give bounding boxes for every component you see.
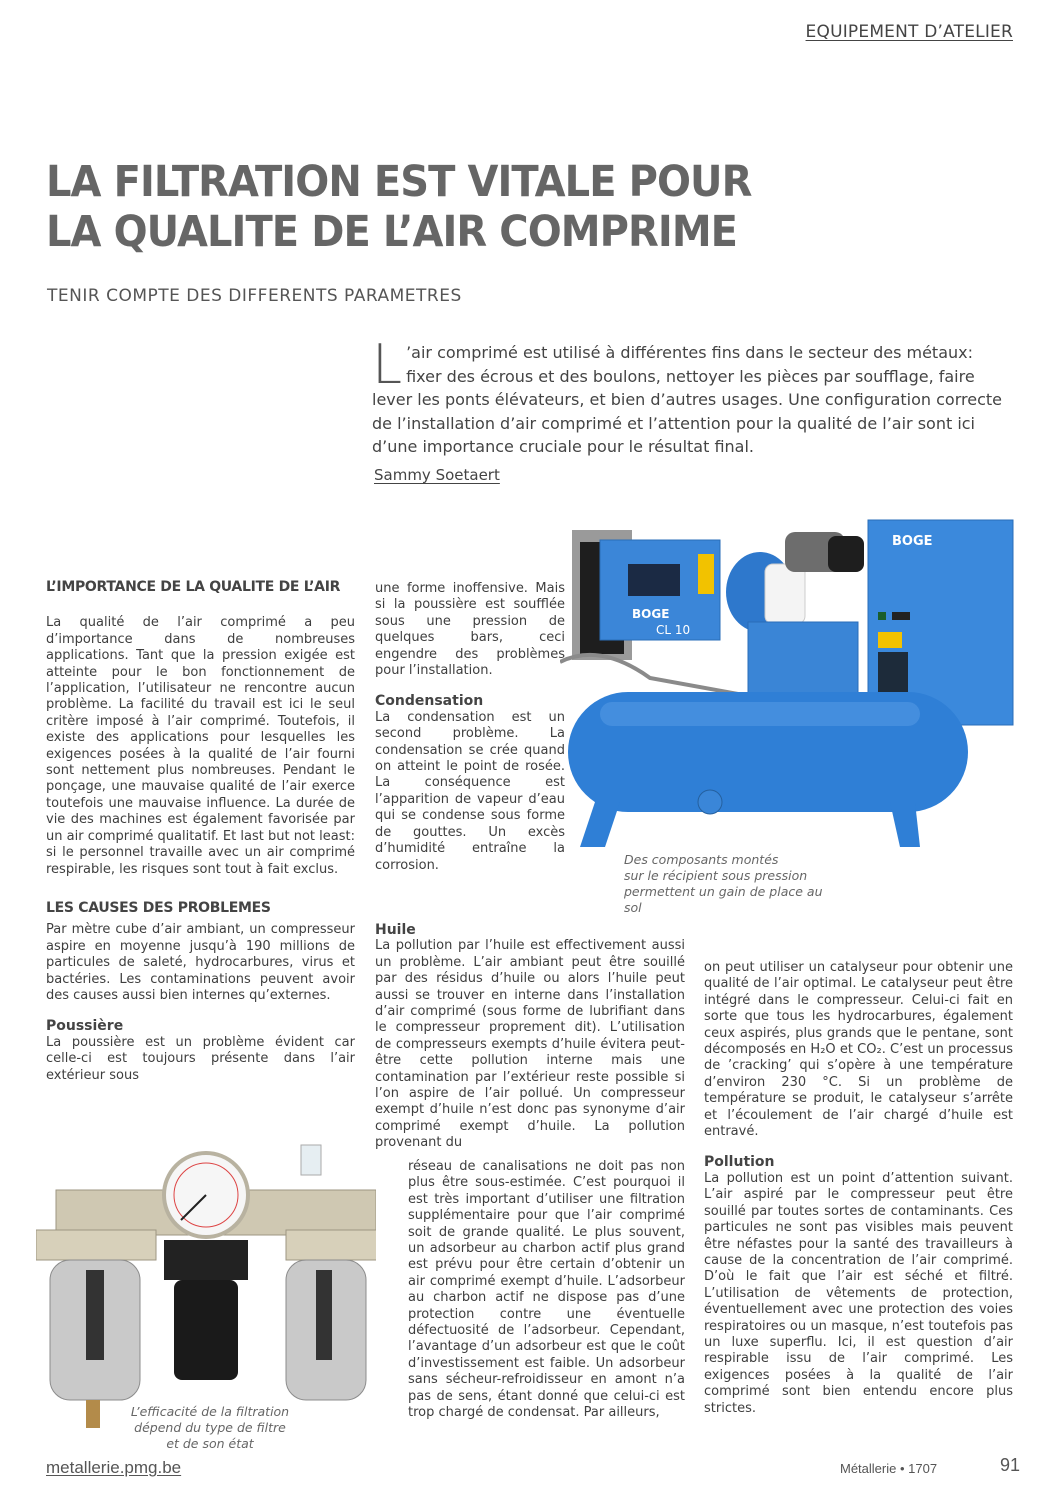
indicator-switch	[892, 612, 910, 620]
dryer-label	[878, 632, 902, 648]
author-link[interactable]: Sammy Soetaert	[374, 466, 500, 484]
tank-foot-right	[890, 802, 920, 847]
heading-poussiere: Poussière	[46, 1018, 124, 1035]
article-intro	[372, 333, 1012, 459]
regulator-body	[164, 1240, 248, 1280]
importance-text: La qualité de l’air comprimé a peu d’importance dans de nombreuses applications. Tant que la pression exigée est atteinte pour le bon fonctionnement de l’application, l’utilisateur ne rencontre aucun problème. La facilité du travail est ici le seul critère imposé à l’air comprimé. Toutefois, il existe des applications pour lesquelles les exigences posées à la qualité de l’air fourni sont nettement plus nombreuses. Pendant le ponçage, une mauvaise qualité de l’air exerce toutefois une mauvaise influence. La durée de vie des machines est également favorisée par un air comprimé qualitatif. Et last but not least: si le personnel travaille avec un air comprimé respirable, les risques sont tout à fait exclus.	[46, 615, 355, 877]
section-tag[interactable]: EQUIPEMENT D’ATELIER	[805, 22, 1013, 42]
compressor-caption-line-3: permettent un gain de place au sol	[624, 884, 823, 915]
column-2-huile-cont	[408, 1159, 685, 1422]
compressor-photo	[560, 502, 1030, 847]
huile-text-1: La pollution par l’huile est effectivement aussi un problème. L’air ambiant peut être souillé par des résidus d’huile ou alors l’huile peut aussi se trouver en interne dans l’installation d’air comprimé (sous forme de lubrifiant dans le compresseur proprement dit). L’utilisation de compresseurs exempts d’huile évitera peut-être cette pollution interne mais une contamination par l’extérieur reste possible si l’on aspire de l’air pollué. Un compresseur exempt d’huile n’est donc pas synonyme d’air comprimé exempt d’huile. La pollution provenant du	[375, 938, 685, 1151]
heading-causes: LES CAUSES DES PROBLEMES	[46, 899, 271, 916]
compressor-illustration	[560, 502, 1030, 847]
left-housing	[36, 1230, 156, 1260]
indicator-green	[878, 612, 886, 620]
article-title	[46, 157, 752, 257]
huile-text-3: on peut utiliser un catalyseur pour obtenir une qualité de l’air optimal. Le catalyseur peut être intégré dans le compresseur. Celui-ci fait en sorte que tous les hydrocarbures, également ceux aspirés, plus grands que le pentane, sont décomposés en H₂O et CO₂. C’est un processus de ’cracking’ qui s’opère à une température d’environ 230 °C. Si un problème de température se produit, le catalyseur s’arrête et l’écoulement de l’air chargé d’huile est entravé.	[704, 960, 1013, 1140]
page-number: 91	[1000, 1455, 1021, 1475]
right-housing	[286, 1230, 376, 1260]
heading-importance: L’IMPORTANCE DE LA QUALITE DE L’AIR	[46, 579, 341, 595]
pollution-text: La pollution est un point d’attention suivant. L’air aspiré par le compresseur peut être souillé par toutes sortes de contaminants. Ces particules ne sont pas visibles mais peuvent être néfastes pour la santé des travailleurs à cause de la concentration de l’air comprimé. D’où le fait que l’air est séché et filtré. L’utilisation de vêtements de protection, éventuellement avec une protection des voies respiratoires ou un masque, n’est toutefois pas un luxe superflu. Ici, il est question d’air respirable issu de l’air comprimé. Les exigences posées à la qualité de l’air comprimé sont bien entendu encore plus strictes.	[704, 1170, 1013, 1416]
column-1	[46, 579, 355, 1084]
footer-website-link[interactable]: metallerie.pmg.be	[46, 1458, 182, 1477]
dryer-brand: BOGE	[892, 534, 933, 549]
compressor-caption-line-1: Des composants montés	[624, 852, 779, 867]
regulator-knob	[174, 1280, 238, 1380]
column-2-top	[375, 581, 565, 874]
heading-condensation: Condensation	[375, 693, 484, 710]
tank-foot-left	[580, 802, 620, 847]
air-filter	[828, 536, 864, 572]
filter-caption	[130, 1404, 290, 1452]
article-subtitle: TENIR COMPTE DES DIFFERENTS PARAMETRES	[47, 286, 462, 306]
sight-glass-left	[86, 1270, 104, 1360]
oil-dome	[301, 1145, 321, 1175]
oil-filter	[765, 564, 805, 624]
column-3	[704, 960, 1013, 1417]
poussiere-text-2: une forme inoffensive. Mais si la poussière est soufflée sous une pression de quelques bars, ceci engendre des problèmes pour l’installation.	[375, 581, 565, 679]
compressor-caption	[624, 852, 834, 916]
drop-cap: L	[372, 333, 403, 396]
causes-text: Par mètre cube d’air ambiant, un compresseur aspire en moyenne jusqu’à 190 millions de particules de saleté, hydrocarbures, virus et bactéries. Les contaminations peuvent avoir des causes aussi bien internes qu’externes.	[46, 922, 355, 1003]
warning-label	[698, 554, 714, 594]
intro-text: ’air comprimé est utilisé à différentes fins dans le secteur des métaux: fixer des écrous et des boulons, nettoyer les pièces par soufflage, faire lever les ponts élévateurs, et bien d’autres usages. Une configuration correcte de l’installation d’air comprimé et l’attention pour la qualité de l’air sont ici d’une importance cruciale pour le résultat final.	[372, 343, 1002, 456]
compressor-block	[748, 622, 858, 702]
control-box-brand: BOGE	[632, 607, 670, 621]
title-line-2: LA QUALITE DE L’AIR COMPRIME	[46, 207, 738, 257]
drain-fitting	[698, 790, 722, 814]
compressor-caption-line-2: sur le récipient sous pression	[624, 868, 808, 883]
filter-caption-line-3: et de son état	[166, 1436, 254, 1451]
title-line-1: LA FILTRATION EST VITALE POUR	[46, 157, 752, 207]
control-box-model: CL 10	[656, 623, 691, 637]
footer-magazine-issue: Métallerie • 1707	[840, 1461, 938, 1476]
filter-caption-line-1: L’efficacité de la filtration	[130, 1404, 290, 1419]
filter-caption-line-2: dépend du type de filtre	[134, 1420, 286, 1435]
column-2-huile	[375, 922, 685, 1152]
condensation-text: La condensation est un second problème. La condensation se crée quand on atteint le point de rosée. La conséquence est l’apparition de vapeur d’eau qui se condense sous forme de gouttes. Un excès d’humidité entraîne la corrosion.	[375, 709, 565, 873]
poussiere-text-1: La poussière est un problème évident car celle-ci est toujours présente dans l’air extérieur sous	[46, 1034, 355, 1083]
tank-highlight	[600, 702, 920, 726]
heading-huile: Huile	[375, 922, 416, 938]
control-display	[628, 564, 680, 596]
drain-valve	[86, 1400, 100, 1428]
huile-text-2: réseau de canalisations ne doit pas non plus être sous-estimée. C’est pourquoi il est très important d’utiliser une filtration supplémentaire pour que l’air comprimé soit de grande qualité. Le plus souvent, un adsorbeur au charbon actif plus grand est prévu pour être certain d’obtenir un air comprimé exempt d’huile. L’adsorbeur au charbon actif ne dispose pas d’une protection contre une éventuelle défectuosité de l’adsorbeur. Cependant, l’avantage d’un adsorbeur est que le coût d’investissement est faible. Un adsorbeur sans sécheur-refroidisseur en amont n’a pas de sens, étant donné que celui-ci est trop chargé de condensat. Par ailleurs,	[408, 1159, 685, 1421]
sight-glass-right	[316, 1270, 332, 1360]
heading-pollution: Pollution	[704, 1154, 775, 1171]
